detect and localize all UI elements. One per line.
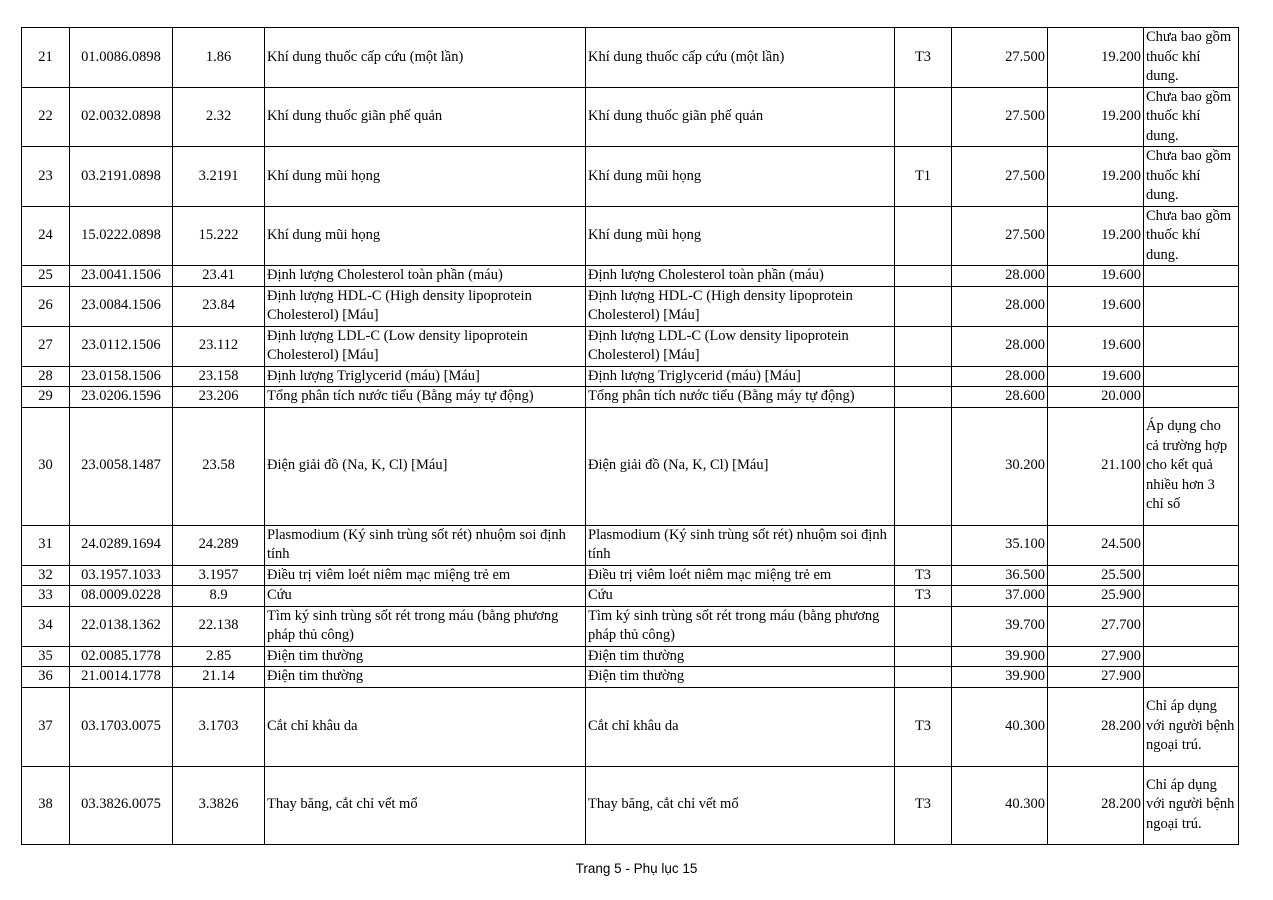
cell-stt: 30 <box>22 407 70 525</box>
table-row <box>22 766 1239 844</box>
cell-note: Chưa bao gồm thuốc khí dung. <box>1144 87 1239 147</box>
cell-stt: 33 <box>22 586 70 607</box>
table-row <box>22 667 1239 688</box>
cell-price-2: 25.500 <box>1048 565 1144 586</box>
table-row <box>22 206 1239 266</box>
cell-stt: 34 <box>22 606 70 646</box>
cell-price-2: 19.200 <box>1048 87 1144 147</box>
cell-service-name: Tổng phân tích nước tiểu (Bằng máy tự động) <box>265 387 586 408</box>
cell-code: 23.0112.1506 <box>70 326 173 366</box>
cell-note <box>1144 646 1239 667</box>
cell-note: Áp dụng cho cả trường hợp cho kết quả nhiều hơn 3 chỉ số <box>1144 407 1239 525</box>
cell-service-name: Khí dung thuốc cấp cứu (một lần) <box>265 28 586 88</box>
table-row <box>22 387 1239 408</box>
cell-price-2: 27.900 <box>1048 646 1144 667</box>
cell-service-name: Khí dung thuốc giãn phế quản <box>265 87 586 147</box>
cell-code: 15.0222.0898 <box>70 206 173 266</box>
cell-service-name-alt: Khí dung thuốc cấp cứu (một lần) <box>586 28 895 88</box>
cell-stt: 28 <box>22 366 70 387</box>
cell-stt: 32 <box>22 565 70 586</box>
cell-number: 23.158 <box>173 366 265 387</box>
cell-stt: 31 <box>22 525 70 565</box>
cell-service-name-alt: Điều trị viêm loét niêm mạc miệng trẻ em <box>586 565 895 586</box>
cell-price-1: 39.900 <box>952 646 1048 667</box>
cell-number: 23.84 <box>173 286 265 326</box>
cell-service-name-alt: Điện tim thường <box>586 667 895 688</box>
cell-price-2: 19.200 <box>1048 206 1144 266</box>
cell-class: T3 <box>895 687 952 766</box>
cell-number: 2.32 <box>173 87 265 147</box>
cell-code: 23.0084.1506 <box>70 286 173 326</box>
table-row <box>22 687 1239 766</box>
cell-number: 23.41 <box>173 266 265 287</box>
cell-price-2: 19.600 <box>1048 286 1144 326</box>
cell-stt: 21 <box>22 28 70 88</box>
cell-service-name-alt: Định lượng LDL-C (Low density lipoprotein Cholesterol) [Máu] <box>586 326 895 366</box>
cell-stt: 37 <box>22 687 70 766</box>
cell-code: 22.0138.1362 <box>70 606 173 646</box>
cell-number: 21.14 <box>173 667 265 688</box>
cell-note <box>1144 586 1239 607</box>
cell-service-name-alt: Khí dung mũi họng <box>586 206 895 266</box>
cell-service-name: Định lượng HDL-C (High density lipoprotein Cholesterol) [Máu] <box>265 286 586 326</box>
cell-price-1: 28.000 <box>952 326 1048 366</box>
page-footer: Trang 5 - Phụ lục 15 <box>575 861 698 876</box>
cell-service-name: Thay băng, cắt chỉ vết mổ <box>265 766 586 844</box>
cell-price-1: 27.500 <box>952 28 1048 88</box>
cell-price-2: 19.200 <box>1048 28 1144 88</box>
cell-stt: 26 <box>22 286 70 326</box>
cell-service-name-alt: Khí dung thuốc giãn phế quản <box>586 87 895 147</box>
cell-service-name: Khí dung mũi họng <box>265 147 586 207</box>
cell-code: 21.0014.1778 <box>70 667 173 688</box>
cell-code: 23.0058.1487 <box>70 407 173 525</box>
cell-service-name: Tìm ký sinh trùng sốt rét trong máu (bằng phương pháp thủ công) <box>265 606 586 646</box>
cell-service-name-alt: Định lượng HDL-C (High density lipoprotein Cholesterol) [Máu] <box>586 286 895 326</box>
cell-code: 23.0158.1506 <box>70 366 173 387</box>
table-row <box>22 87 1239 147</box>
cell-note <box>1144 565 1239 586</box>
cell-note: Chỉ áp dụng với người bệnh ngoại trú. <box>1144 687 1239 766</box>
table-row <box>22 646 1239 667</box>
cell-class: T1 <box>895 147 952 207</box>
cell-note <box>1144 387 1239 408</box>
cell-service-name: Định lượng Cholesterol toàn phần (máu) <box>265 266 586 287</box>
cell-price-1: 27.500 <box>952 87 1048 147</box>
cell-price-2: 21.100 <box>1048 407 1144 525</box>
cell-price-2: 28.200 <box>1048 687 1144 766</box>
cell-price-1: 40.300 <box>952 766 1048 844</box>
cell-price-1: 39.700 <box>952 606 1048 646</box>
cell-service-name-alt: Cắt chỉ khâu da <box>586 687 895 766</box>
table-row <box>22 147 1239 207</box>
cell-stt: 27 <box>22 326 70 366</box>
cell-service-name-alt: Cứu <box>586 586 895 607</box>
cell-note <box>1144 326 1239 366</box>
cell-number: 1.86 <box>173 28 265 88</box>
cell-number: 23.58 <box>173 407 265 525</box>
cell-service-name-alt: Tổng phân tích nước tiểu (Bằng máy tự động) <box>586 387 895 408</box>
cell-price-1: 27.500 <box>952 147 1048 207</box>
cell-number: 2.85 <box>173 646 265 667</box>
cell-service-name: Điện tim thường <box>265 646 586 667</box>
cell-service-name: Cắt chỉ khâu da <box>265 687 586 766</box>
cell-number: 24.289 <box>173 525 265 565</box>
cell-price-1: 40.300 <box>952 687 1048 766</box>
table-row <box>22 407 1239 525</box>
cell-service-name-alt: Tìm ký sinh trùng sốt rét trong máu (bằng phương pháp thủ công) <box>586 606 895 646</box>
cell-price-2: 19.600 <box>1048 366 1144 387</box>
cell-service-name: Plasmodium (Ký sinh trùng sốt rét) nhuộm soi định tính <box>265 525 586 565</box>
cell-number: 3.1703 <box>173 687 265 766</box>
cell-class <box>895 366 952 387</box>
cell-price-1: 28.000 <box>952 266 1048 287</box>
cell-note <box>1144 266 1239 287</box>
cell-class <box>895 646 952 667</box>
cell-number: 8.9 <box>173 586 265 607</box>
cell-service-name-alt: Điện tim thường <box>586 646 895 667</box>
cell-code: 24.0289.1694 <box>70 525 173 565</box>
cell-price-2: 20.000 <box>1048 387 1144 408</box>
cell-code: 01.0086.0898 <box>70 28 173 88</box>
cell-note: Chưa bao gồm thuốc khí dung. <box>1144 206 1239 266</box>
cell-price-1: 28.000 <box>952 286 1048 326</box>
cell-stt: 23 <box>22 147 70 207</box>
cell-service-name: Định lượng LDL-C (Low density lipoprotein Cholesterol) [Máu] <box>265 326 586 366</box>
cell-price-1: 28.000 <box>952 366 1048 387</box>
price-table <box>21 27 1239 845</box>
cell-class <box>895 326 952 366</box>
table-row <box>22 28 1239 88</box>
cell-price-1: 39.900 <box>952 667 1048 688</box>
table-row <box>22 565 1239 586</box>
cell-note <box>1144 606 1239 646</box>
cell-stt: 24 <box>22 206 70 266</box>
cell-price-2: 24.500 <box>1048 525 1144 565</box>
cell-price-2: 27.900 <box>1048 667 1144 688</box>
cell-code: 02.0085.1778 <box>70 646 173 667</box>
cell-service-name: Định lượng Triglycerid (máu) [Máu] <box>265 366 586 387</box>
cell-price-2: 25.900 <box>1048 586 1144 607</box>
cell-class <box>895 667 952 688</box>
cell-service-name-alt: Định lượng Cholesterol toàn phần (máu) <box>586 266 895 287</box>
cell-number: 23.112 <box>173 326 265 366</box>
cell-number: 23.206 <box>173 387 265 408</box>
cell-class <box>895 407 952 525</box>
cell-price-1: 37.000 <box>952 586 1048 607</box>
cell-stt: 25 <box>22 266 70 287</box>
cell-stt: 38 <box>22 766 70 844</box>
cell-price-1: 35.100 <box>952 525 1048 565</box>
cell-class <box>895 387 952 408</box>
cell-note <box>1144 667 1239 688</box>
cell-stt: 22 <box>22 87 70 147</box>
cell-note <box>1144 366 1239 387</box>
cell-code: 23.0206.1596 <box>70 387 173 408</box>
cell-class: T3 <box>895 565 952 586</box>
cell-service-name: Cứu <box>265 586 586 607</box>
cell-class: T3 <box>895 766 952 844</box>
cell-number: 3.1957 <box>173 565 265 586</box>
cell-price-2: 19.600 <box>1048 326 1144 366</box>
cell-service-name: Điện giải đồ (Na, K, Cl) [Máu] <box>265 407 586 525</box>
table-row <box>22 586 1239 607</box>
cell-price-2: 19.200 <box>1048 147 1144 207</box>
cell-stt: 36 <box>22 667 70 688</box>
table-body <box>22 28 1239 845</box>
cell-number: 3.3826 <box>173 766 265 844</box>
table-row <box>22 266 1239 287</box>
cell-stt: 35 <box>22 646 70 667</box>
cell-price-1: 28.600 <box>952 387 1048 408</box>
cell-class <box>895 87 952 147</box>
table-row <box>22 366 1239 387</box>
cell-price-1: 30.200 <box>952 407 1048 525</box>
cell-number: 22.138 <box>173 606 265 646</box>
cell-stt: 29 <box>22 387 70 408</box>
cell-class <box>895 286 952 326</box>
cell-service-name: Điện tim thường <box>265 667 586 688</box>
cell-code: 23.0041.1506 <box>70 266 173 287</box>
cell-class <box>895 525 952 565</box>
cell-code: 02.0032.0898 <box>70 87 173 147</box>
cell-code: 03.2191.0898 <box>70 147 173 207</box>
cell-service-name-alt: Định lượng Triglycerid (máu) [Máu] <box>586 366 895 387</box>
cell-code: 03.1957.1033 <box>70 565 173 586</box>
cell-class <box>895 606 952 646</box>
cell-service-name-alt: Plasmodium (Ký sinh trùng sốt rét) nhuộm soi định tính <box>586 525 895 565</box>
cell-service-name-alt: Điện giải đồ (Na, K, Cl) [Máu] <box>586 407 895 525</box>
cell-service-name-alt: Thay băng, cắt chỉ vết mổ <box>586 766 895 844</box>
cell-code: 03.1703.0075 <box>70 687 173 766</box>
table-row <box>22 286 1239 326</box>
cell-price-2: 19.600 <box>1048 266 1144 287</box>
cell-code: 08.0009.0228 <box>70 586 173 607</box>
cell-number: 3.2191 <box>173 147 265 207</box>
table-row <box>22 606 1239 646</box>
cell-price-2: 27.700 <box>1048 606 1144 646</box>
cell-price-1: 36.500 <box>952 565 1048 586</box>
cell-note: Chỉ áp dụng với người bệnh ngoại trú. <box>1144 766 1239 844</box>
cell-class <box>895 206 952 266</box>
cell-service-name-alt: Khí dung mũi họng <box>586 147 895 207</box>
cell-note: Chưa bao gồm thuốc khí dung. <box>1144 147 1239 207</box>
cell-service-name: Điều trị viêm loét niêm mạc miệng trẻ em <box>265 565 586 586</box>
cell-price-2: 28.200 <box>1048 766 1144 844</box>
cell-note: Chưa bao gồm thuốc khí dung. <box>1144 28 1239 88</box>
cell-note <box>1144 286 1239 326</box>
table-row <box>22 525 1239 565</box>
cell-service-name: Khí dung mũi họng <box>265 206 586 266</box>
cell-class <box>895 266 952 287</box>
cell-class: T3 <box>895 28 952 88</box>
table-row <box>22 326 1239 366</box>
cell-price-1: 27.500 <box>952 206 1048 266</box>
cell-code: 03.3826.0075 <box>70 766 173 844</box>
cell-class: T3 <box>895 586 952 607</box>
cell-note <box>1144 525 1239 565</box>
cell-number: 15.222 <box>173 206 265 266</box>
